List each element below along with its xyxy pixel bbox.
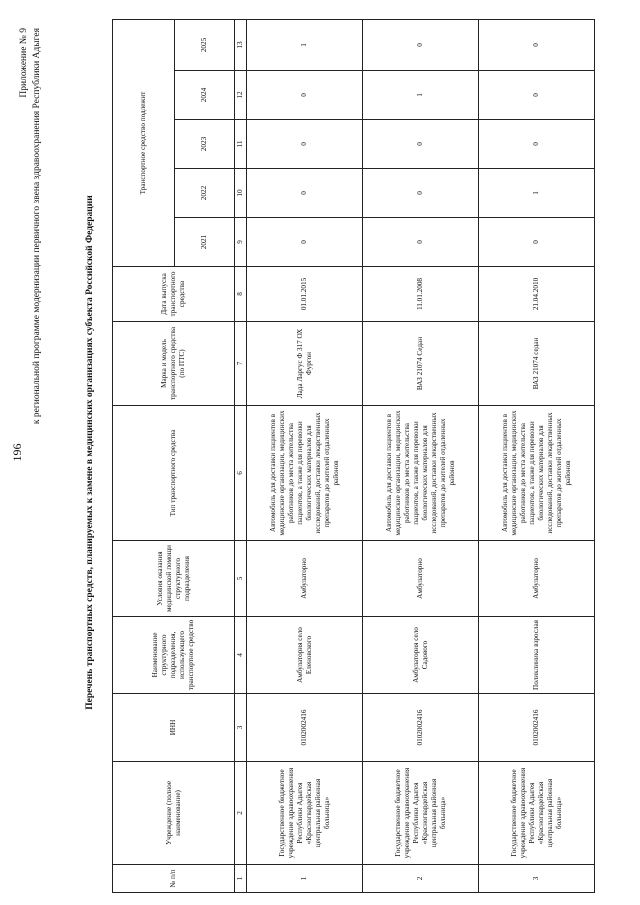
cell-year: 1	[479, 169, 595, 218]
appendix-line1: Приложение № 9	[19, 28, 29, 98]
header-year: 2025	[175, 19, 235, 70]
cell-year: 0	[363, 218, 479, 267]
cell-release-date: 01.01.2015	[247, 267, 363, 322]
cell-year: 0	[479, 71, 595, 120]
cell-year: 1	[247, 19, 363, 70]
cell-vehicle-type: Автомобиль для доставки пациентов в медицинские организации, медицинских работников до места жительства пациентов, а также для перевозки биологических материалов для исследований, доставки лекарственных препаратов до жителей отдаленных районов	[363, 406, 479, 541]
cell-institution: Государственное бюджетное учреждение здравоохранения Республики Адыгея «Красногвардейская центральная районная больница»	[247, 762, 363, 865]
cell-year: 0	[479, 19, 595, 70]
column-number: 6	[235, 406, 247, 541]
cell-inn: 0102002416	[363, 694, 479, 762]
cell-conditions: Амбулаторно	[247, 541, 363, 617]
column-number: 7	[235, 322, 247, 406]
cell-year: 0	[479, 120, 595, 169]
cell-year: 1	[363, 71, 479, 120]
cell-year: 0	[247, 169, 363, 218]
header-conditions: Условия оказания медицинской помощи структурного подразделения	[113, 541, 235, 617]
column-number: 13	[235, 19, 247, 70]
cell-inn: 0102002416	[247, 694, 363, 762]
cell-year: 0	[363, 120, 479, 169]
cell-conditions: Амбулаторно	[363, 541, 479, 617]
header-num: № п/п	[113, 865, 235, 893]
header-year: 2021	[175, 218, 235, 267]
header-year: 2024	[175, 71, 235, 120]
cell-subdivision: Поликлиника взрослая	[479, 617, 595, 694]
cell-institution: Государственное бюджетное учреждение здравоохранения Республики Адыгея «Красногвардейская центральная районная больница»	[479, 762, 595, 865]
cell-release-date: 11.01.2008	[363, 267, 479, 322]
appendix-note	[18, 28, 44, 424]
table-row	[479, 19, 595, 892]
header-inn: ИНН	[113, 694, 235, 762]
column-number: 9	[235, 218, 247, 267]
table-row	[363, 19, 479, 892]
cell-num: 3	[479, 865, 595, 893]
header-replace-group: Транспортное средство подлежит	[113, 19, 175, 266]
cell-institution: Государственное бюджетное учреждение здравоохранения Республики Адыгея «Красногвардейская центральная районная больница»	[363, 762, 479, 865]
cell-year: 0	[247, 120, 363, 169]
cell-brand: ВАЗ 21074 Седан	[363, 322, 479, 406]
column-number: 12	[235, 71, 247, 120]
cell-year: 0	[363, 169, 479, 218]
header-year: 2023	[175, 120, 235, 169]
header-year: 2022	[175, 169, 235, 218]
column-number: 10	[235, 169, 247, 218]
cell-num: 1	[247, 865, 363, 893]
column-number: 4	[235, 617, 247, 694]
cell-brand: ВАЗ 21074 седан	[479, 322, 595, 406]
vehicles-table	[112, 19, 595, 893]
cell-subdivision: Амбулатория село Садового	[363, 617, 479, 694]
cell-conditions: Амбулаторно	[479, 541, 595, 617]
cell-year: 0	[247, 218, 363, 267]
cell-year: 0	[247, 71, 363, 120]
cell-year: 0	[363, 19, 479, 70]
cell-vehicle-type: Автомобиль для доставки пациентов в медицинские организации, медицинских работников до места жительства пациентов, а также для перевозки биологических материалов для исследований, доставки лекарственных препаратов до жителей отдаленных районов	[247, 406, 363, 541]
column-number: 5	[235, 541, 247, 617]
appendix-line2: к региональной программе модернизации первичного звена здравоохранения Республики Адыгея	[32, 28, 42, 425]
cell-vehicle-type: Автомобиль для доставки пациентов в медицинские организации, медицинских работников до места жительства пациентов, а также для перевозки биологических материалов для исследований, доставки лекарственных препаратов до жителей отдаленных районов	[479, 406, 595, 541]
cell-inn: 0102002416	[479, 694, 595, 762]
cell-brand: Лада Ларгус Ф 317 ОХ Фургон	[247, 322, 363, 406]
column-number: 2	[235, 762, 247, 865]
cell-subdivision: Амбулатория село Еленовского	[247, 617, 363, 694]
header-release-date: Дата выпуска транспортного средства	[113, 267, 235, 322]
cell-year: 0	[479, 218, 595, 267]
cell-release-date: 21.04.2010	[479, 267, 595, 322]
table-row	[247, 19, 363, 892]
column-number: 11	[235, 120, 247, 169]
header-subdivision: Наименование структурного подразделения, использующего транспортное средство	[113, 617, 235, 694]
header-institution: Учреждение (полное наименование)	[113, 762, 235, 865]
header-vehicle-type: Тип транспортного средства	[113, 406, 235, 541]
cell-num: 2	[363, 865, 479, 893]
column-number: 3	[235, 694, 247, 762]
header-brand: Марка и модель транспортного средства (по ПТС)	[113, 322, 235, 406]
column-number: 8	[235, 267, 247, 322]
column-number: 1	[235, 865, 247, 893]
page-number: 196	[10, 443, 24, 462]
document-title: Перечень транспортных средств, планируемых к замене в медицинских организациях субъекта Российской Федерации	[85, 195, 95, 710]
